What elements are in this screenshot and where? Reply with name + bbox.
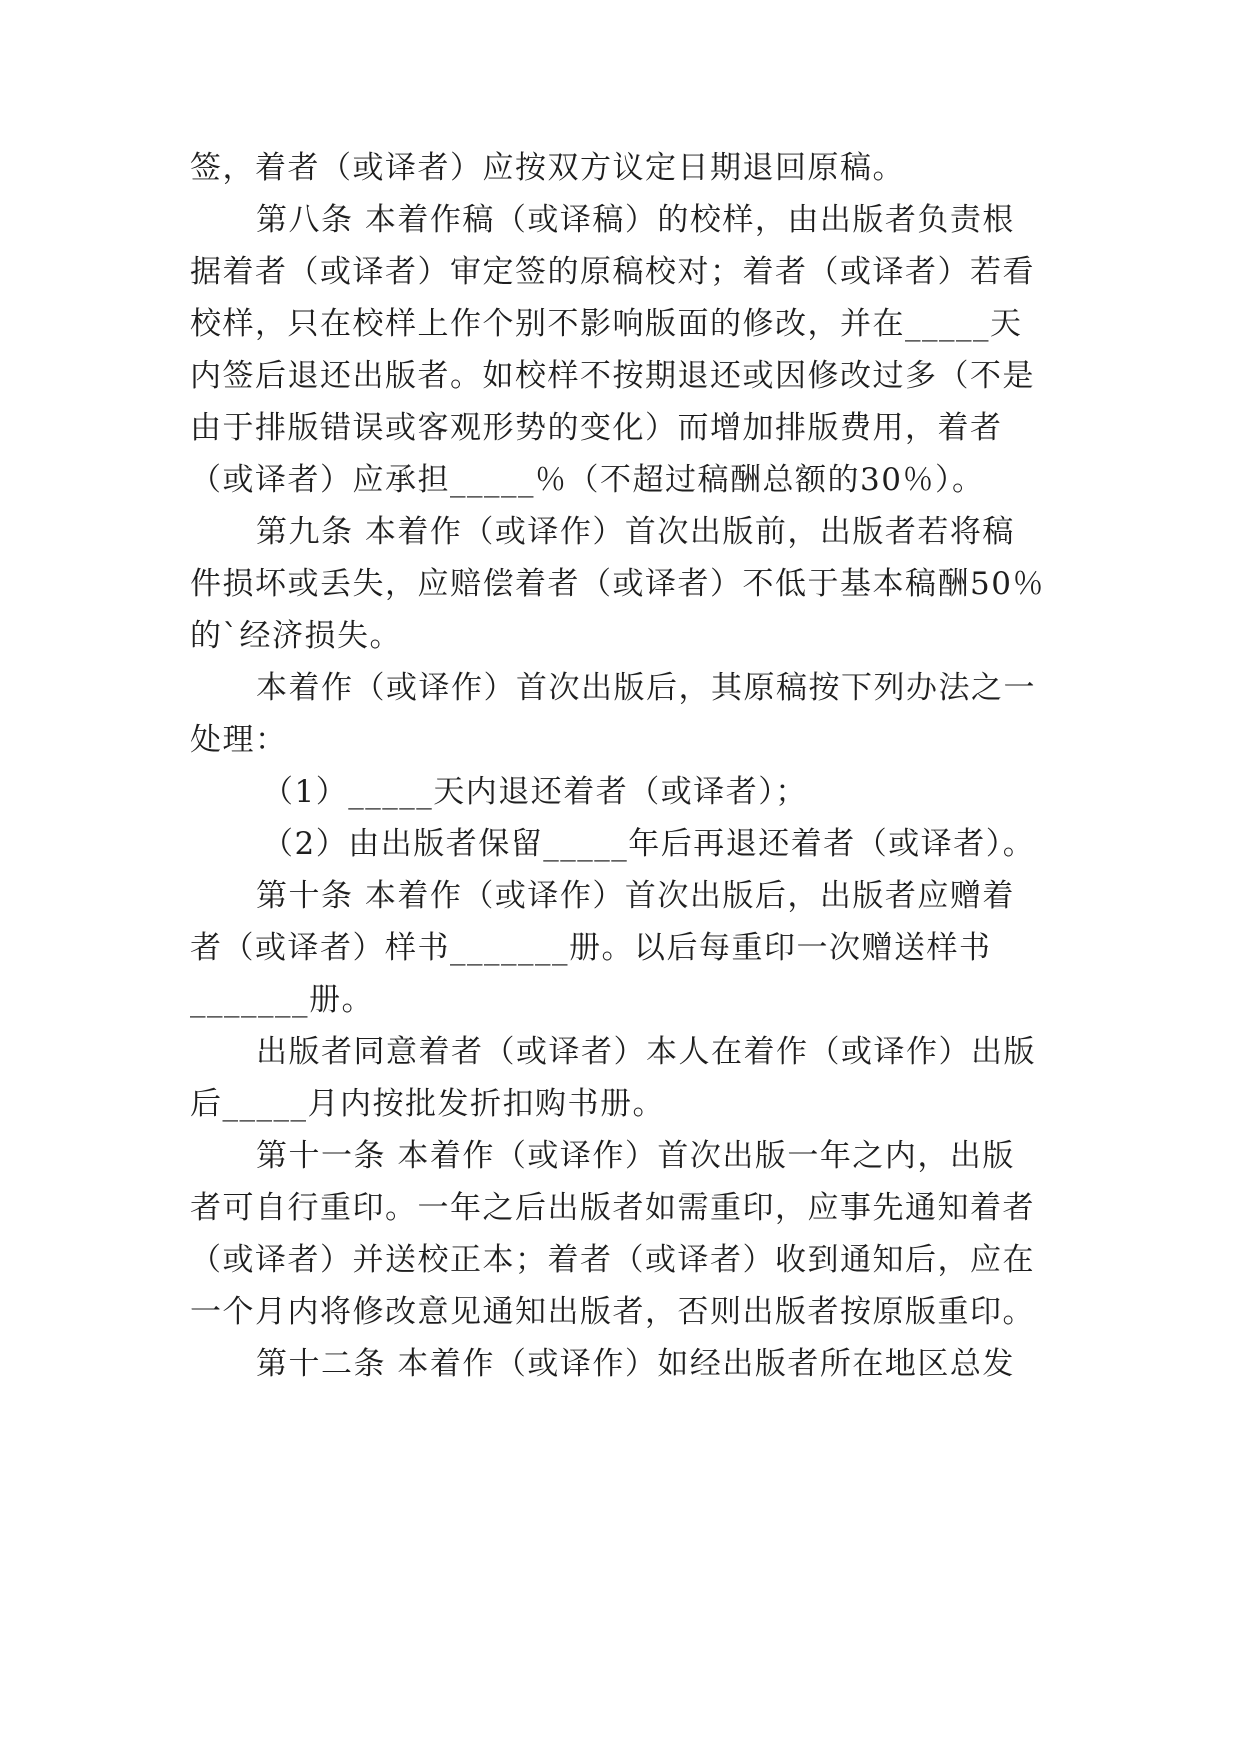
text-line: （或译者）应承担_____％（不超过稿酬总额的30％）。 [190,462,985,498]
text-line: 处理： [190,722,288,758]
text-line: _______册。 [190,982,374,1018]
text-line: 内签后退还出版者。如校样不按期退还或因修改过多（不是 [190,358,1035,394]
text-line: 者（或译者）样书_______册。以后每重印一次赠送样书 [190,930,992,966]
paragraph-first-line: 本着作（或译作）首次出版后，其原稿按下列办法之一 [256,670,1036,706]
text-line: 件损坏或丢失，应赔偿着者（或译者）不低于基本稿酬50％ [190,566,1045,602]
list-item-2: （2）由出版者保留_____年后再退还着者（或译者）。 [262,826,1036,862]
text-line: 据着者（或译者）审定签的原稿校对；着者（或译者）若看 [190,254,1035,290]
paragraph-first-line: 出版者同意着者（或译者）本人在着作（或译作）出版 [256,1034,1036,1070]
text-line: 一个月内将修改意见通知出版者，否则出版者按原版重印。 [190,1294,1035,1330]
text-line: 者可自行重印。一年之后出版者如需重印，应事先通知着者 [190,1190,1035,1226]
article-8-heading-line: 第八条 本着作稿（或译稿）的校样，由出版者负责根 [256,202,1015,238]
article-9-heading-line: 第九条 本着作（或译作）首次出版前，出版者若将稿 [256,514,1015,550]
article-12-heading-line: 第十二条 本着作（或译作）如经出版者所在地区总发 [256,1346,1015,1382]
text-line: 后_____月内按批发折扣购书册。 [190,1086,665,1122]
article-11-heading-line: 第十一条 本着作（或译作）首次出版一年之内，出版 [256,1138,1015,1174]
text-line: （或译者）并送校正本；着者（或译者）收到通知后，应在 [190,1242,1035,1278]
article-10-heading-line: 第十条 本着作（或译作）首次出版后，出版者应赠着 [256,878,1015,914]
text-line: 由于排版错误或客观形势的变化）而增加排版费用，着者 [190,410,1003,446]
text-line: 的`经济损失。 [190,618,402,654]
text-line: 签，着者（或译者）应按双方议定日期退回原稿。 [190,150,905,186]
list-item-1: （1）_____天内退还着者（或译者）； [262,774,808,810]
text-line: 校样，只在校样上作个别不影响版面的修改，并在_____天 [190,306,1023,342]
